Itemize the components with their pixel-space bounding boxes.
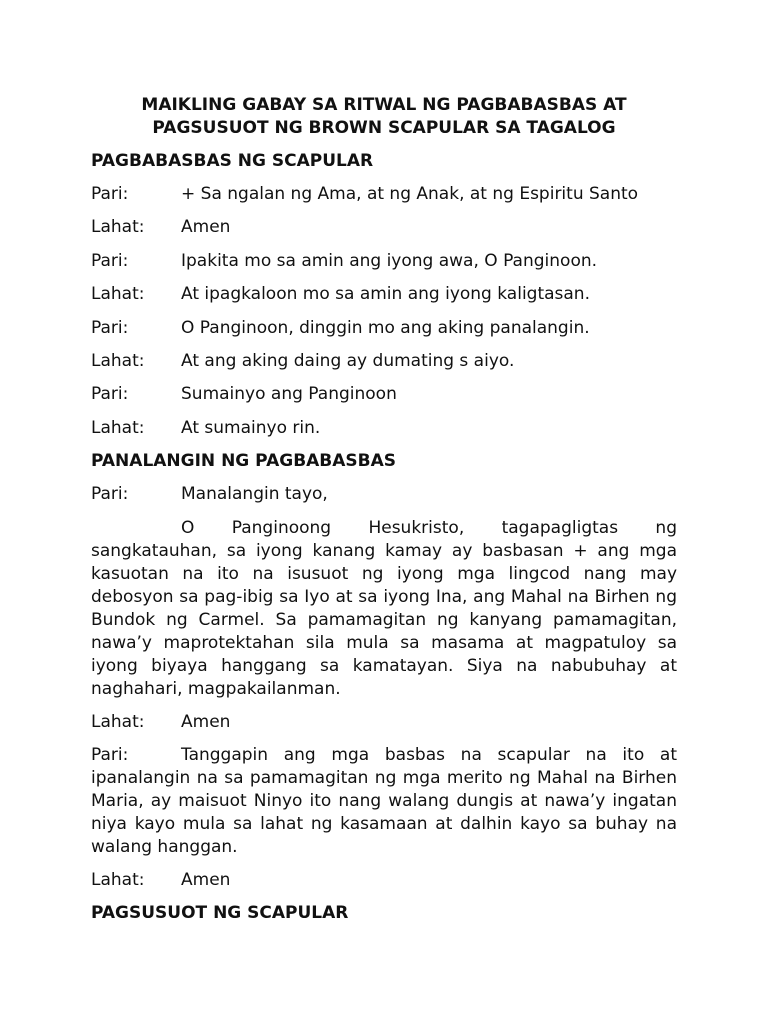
dialogue-line — [91, 216, 677, 239]
dialogue-line — [91, 350, 677, 373]
utterance-text: Amen — [181, 711, 231, 732]
speaker-label: Pari: — [91, 744, 129, 765]
speaker-label: Pari: — [91, 384, 129, 405]
utterance-text: + Sa ngalan ng Ama, at ng Anak, at ng Espiritu Santo — [181, 184, 639, 204]
speaker-label: Lahat: — [91, 217, 145, 238]
utterance-text: Manalangin tayo, — [181, 484, 328, 505]
utterance-text: At ipagkaloon mo sa amin ang iyong kaligtasan. — [181, 284, 590, 305]
dialogue-line — [91, 483, 677, 506]
speaker-label: Lahat: — [91, 417, 145, 438]
utterance-text: Sumainyo ang Panginoon — [181, 384, 397, 405]
section-heading-pagbabasbas: PAGBABASBAS NG SCAPULAR — [91, 151, 374, 171]
blessing-text: Tanggapin ang mga basbas na scapular na ito at ipanalangin na sa pamamagitan ng mga merito ng Mahal na Birhen Maria, ay maisuot Ninyo ito nang walang dungis at nawa’y ingatan niya kayo mula sa lahat ng kasamaan at dalhin kayo sa buhay na walang hanggan. — [91, 744, 677, 857]
dialogue-list — [91, 183, 677, 440]
title-line-2: PAGSUSUOT NG BROWN SCAPULAR SA TAGALOG — [152, 118, 616, 138]
dialogue-line — [91, 383, 677, 406]
section-heading-pagsusuot: PAGSUSUOT NG SCAPULAR — [91, 903, 349, 924]
dialogue-line — [91, 317, 677, 340]
utterance-text: At ang aking daing ay dumating s aiyo. — [181, 350, 515, 371]
speaker-label: Lahat: — [91, 284, 145, 305]
speaker-label: Pari: — [91, 184, 129, 204]
prayer-paragraph: O Panginoong Hesukristo, tagapagligtas ng sangkatauhan, sa iyong kanang kamay ay basbasan + ang mga kasuotan na ito na isusuot ng iyong mga lingcod nang may debosyon sa pag-ibig sa Iyo at sa iyong Ina, ang Mahal na Birhen ng Bundok ng Carmel. Sa pamamagitan ng kanyang pamamagitan, nawa’y maprotektahan sila mula sa masama at magpatuloy sa iyong biyaya hanggang sa kamatayan. Siya na nabubuhay at naghahari, magpakailanman. — [91, 517, 677, 699]
utterance-text: Amen — [181, 217, 231, 238]
dialogue-line — [91, 183, 677, 206]
speaker-label: Pari: — [91, 317, 129, 338]
utterance-text: O Panginoon, dinggin mo ang aking panalangin. — [181, 317, 590, 338]
dialogue-line — [91, 417, 677, 440]
dialogue-line — [91, 869, 677, 892]
utterance-text: At sumainyo rin. — [181, 417, 321, 438]
title-line-1: MAIKLING GABAY SA RITWAL NG PAGBABASBAS AT — [141, 95, 627, 115]
utterance-text: Ipakita mo sa amin ang iyong awa, O Panginoon. — [181, 250, 598, 271]
dialogue-line — [91, 711, 677, 734]
speaker-label: Pari: — [91, 250, 129, 271]
utterance-text: Amen — [181, 869, 231, 890]
speaker-label: Pari: — [91, 484, 129, 505]
blessing-paragraph — [91, 744, 677, 859]
section-heading-panalangin: PANALANGIN NG PAGBABASBAS — [91, 451, 397, 472]
speaker-label: Lahat: — [91, 350, 145, 371]
dialogue-line — [91, 283, 677, 306]
document-title — [91, 94, 677, 140]
speaker-label: Lahat: — [91, 869, 145, 890]
dialogue-line — [91, 250, 677, 273]
speaker-label: Lahat: — [91, 711, 145, 732]
